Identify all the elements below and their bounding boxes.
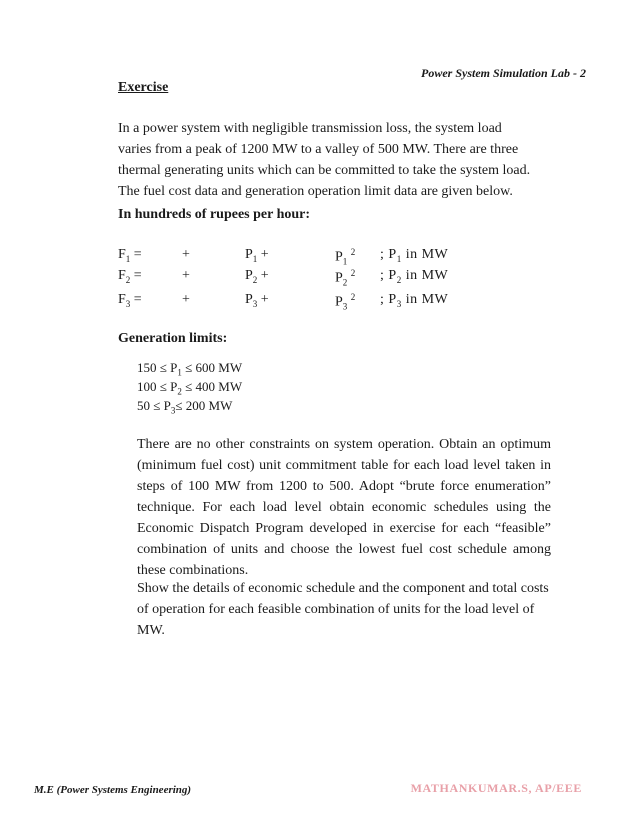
- limit-row: $100 \le P_2 \le 400$ MW: [137, 379, 243, 397]
- unit-note: ; $P_3$ in MW: [380, 292, 449, 309]
- task-paragraph: There are no other constraints on system operation. Obtain an optimum (minimum fuel cost) unit commitment table for each load level taken in steps of 100 MW from 1200 to 500. Adopt “brute force enumeration” technique. For each load level obtain economic schedules using the Economic Dispatch Program developed in exercise for each “feasible” combination of units and choose the lowest fuel cost schedule among these combinations.: [137, 437, 551, 578]
- equation-lhs: $F_1$ =: [118, 247, 142, 264]
- quadratic-term: $P_2$ $^2$: [335, 268, 356, 288]
- exercise-heading: Exercise: [118, 80, 169, 95]
- show-paragraph: Show the details of economic schedule and the component and total costs of operation for each feasible combination of units for the load level of MW.: [137, 581, 549, 638]
- unit-note: ; $P_1$ in MW: [380, 247, 449, 264]
- limit-row: $150 \le P_1 \le 600$ MW: [137, 360, 243, 378]
- linear-term: $P_1$ +: [245, 247, 269, 264]
- footer-author: MATHANKUMAR.S, AP/EEE: [410, 781, 582, 795]
- cost-heading: In hundreds of rupees per hour:: [118, 207, 311, 222]
- unit-note: ; $P_2$ in MW: [380, 268, 449, 285]
- limit-row: $50 \le P_3\le 200$ MW: [137, 398, 233, 416]
- equation-lhs: $F_2$ =: [118, 268, 142, 285]
- equation-lhs: $F_3$ =: [118, 292, 142, 309]
- intro-paragraph: In a power system with negligible transmission loss, the system load varies from a peak of 1200 MW to a valley of 500 MW. There are three thermal generating units which can be committed to take the system load. The fuel cost data and generation operation limit data are given below.: [118, 121, 531, 199]
- plus-sign: +: [182, 268, 190, 283]
- linear-term: $P_2$ +: [245, 268, 269, 285]
- plus-sign: +: [182, 292, 190, 307]
- limits-heading: Generation limits:: [118, 331, 228, 346]
- footer-course: M.E (Power Systems Engineering): [34, 784, 192, 796]
- quadratic-term: $P_3$ $^2$: [335, 292, 356, 312]
- running-header: Power System Simulation Lab - 2: [420, 66, 586, 80]
- linear-term: $P_3$ +: [245, 292, 269, 309]
- quadratic-term: $P_1$ $^2$: [335, 247, 356, 267]
- plus-sign: +: [182, 247, 190, 262]
